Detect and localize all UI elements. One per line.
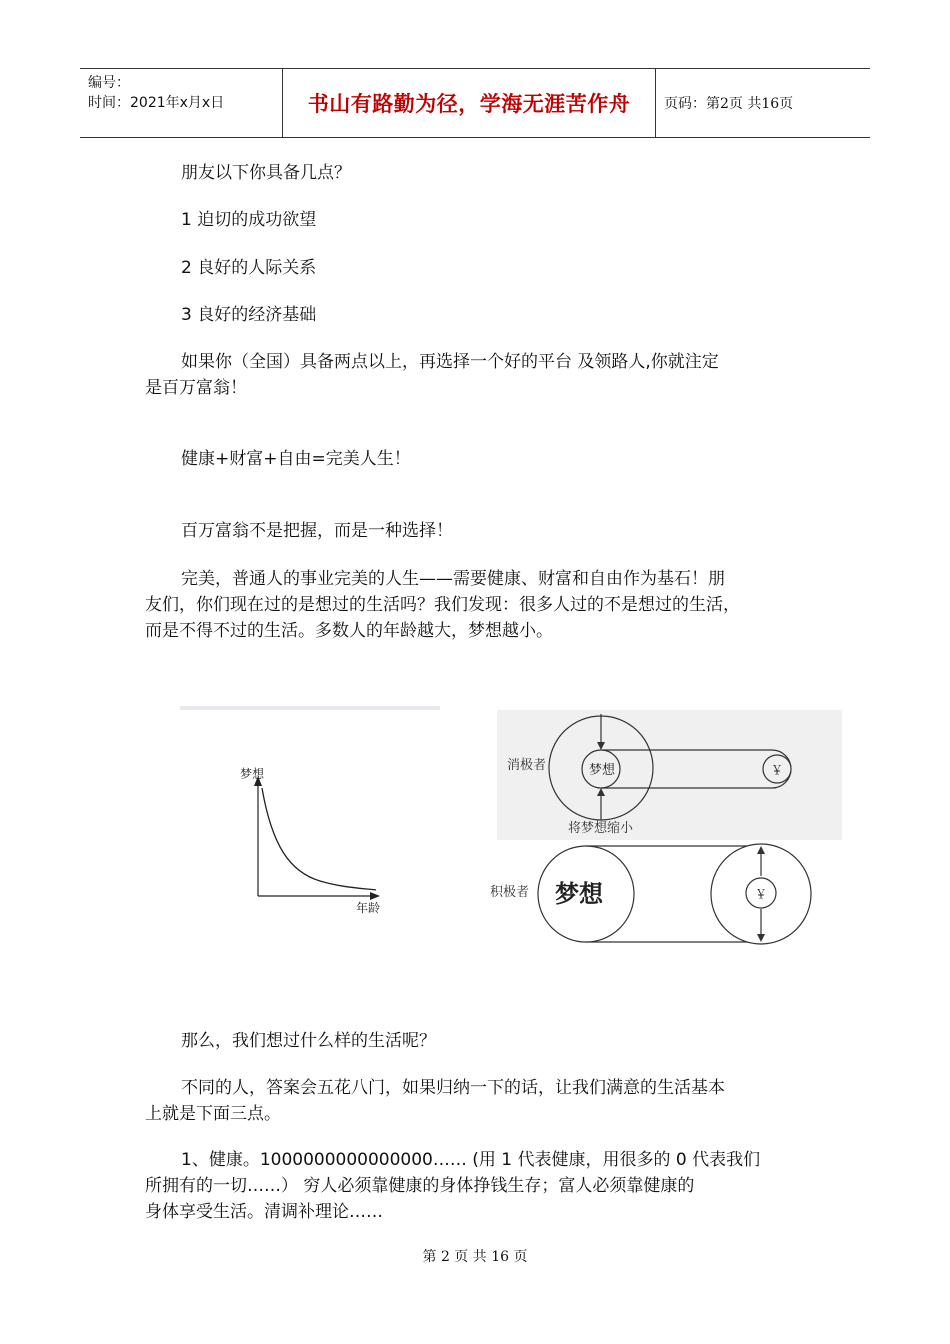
dream-age-curve [240, 766, 380, 915]
paragraph-perfect [145, 566, 805, 644]
list-item-1: 1 迫切的成功欲望 [181, 210, 317, 230]
paragraph-question: 朋友以下你具备几点？ [181, 163, 351, 183]
paragraph-perfect-line2: 友们，你们现在过的是想过的生活吗？我们发现：很多人过的不是想过的生活， [145, 595, 740, 615]
list-item-2: 2 良好的人际关系 [181, 258, 317, 278]
positive-money-label: ￥ [755, 887, 768, 901]
dream-age-figure [180, 706, 842, 948]
header-meta [88, 73, 224, 113]
paragraph-choice: 百万富翁不是把握，而是一种选择！ [181, 521, 453, 541]
list-item-3: 3 良好的经济基础 [181, 305, 317, 325]
negative-dream-label: 梦想 [589, 763, 616, 778]
negative-label: 消极者 [507, 758, 547, 773]
paragraph-health-line1: 1、健康。1000000000000000…… (用 1 代表健康，用很多的 0 代表我们 [181, 1150, 761, 1170]
positive-diagram [490, 844, 811, 944]
figure-top-strip [180, 706, 440, 710]
paragraph-health-line3: 身体享受生活。清调补理论…… [145, 1202, 383, 1222]
header-page-info: 页码：第2页 共16页 [664, 96, 794, 112]
paragraph-perfect-line3: 而是不得不过的生活。多数人的年龄越大，梦想越小。 [145, 621, 553, 641]
document-number-label: 编号： [88, 75, 130, 91]
paragraph-perfect-line1: 完美，普通人的事业完美的人生——需要健康、财富和自由作为基石！朋 [181, 569, 725, 589]
positive-label: 积极者 [490, 885, 530, 900]
shrink-label: 将梦想缩小 [568, 821, 634, 836]
paragraph-platform [145, 349, 805, 401]
paragraph-answers [145, 1075, 805, 1127]
figure-svg [180, 706, 842, 948]
curve-line [262, 788, 376, 890]
paragraph-answers-line1: 不同的人，答案会五花八门，如果归纳一下的话，让我们满意的生活基本 [181, 1078, 725, 1098]
paragraph-health [145, 1147, 805, 1225]
negative-money-label: ￥ [771, 763, 784, 777]
page-footer: 第 2 页 共 16 页 [422, 1249, 528, 1265]
document-time-label: 时间：2021年x月x日 [88, 95, 225, 111]
paragraph-health-line2: 所拥有的一切……） 穷人必须靠健康的身体挣钱生存；富人必须靠健康的 [145, 1176, 695, 1196]
paragraph-what-life: 那么，我们想过什么样的生活呢？ [181, 1031, 436, 1051]
page-header [80, 68, 870, 138]
paragraph-platform-line2: 是百万富翁！ [145, 378, 247, 398]
curve-x-arrow [370, 892, 380, 900]
curve-y-label: 梦想 [240, 767, 265, 781]
header-motto: 书山有路勤为径，学海无涯苦作舟 [282, 69, 656, 137]
positive-dream-label: 梦想 [555, 880, 603, 908]
curve-x-label: 年龄 [356, 901, 381, 915]
paragraph-platform-line1: 如果你（全国）具备两点以上，再选择一个好的平台 及领路人,你就注定 [181, 352, 719, 372]
paragraph-perfect-life: 健康+财富+自由=完美人生！ [181, 449, 411, 469]
paragraph-answers-line2: 上就是下面三点。 [145, 1104, 281, 1124]
